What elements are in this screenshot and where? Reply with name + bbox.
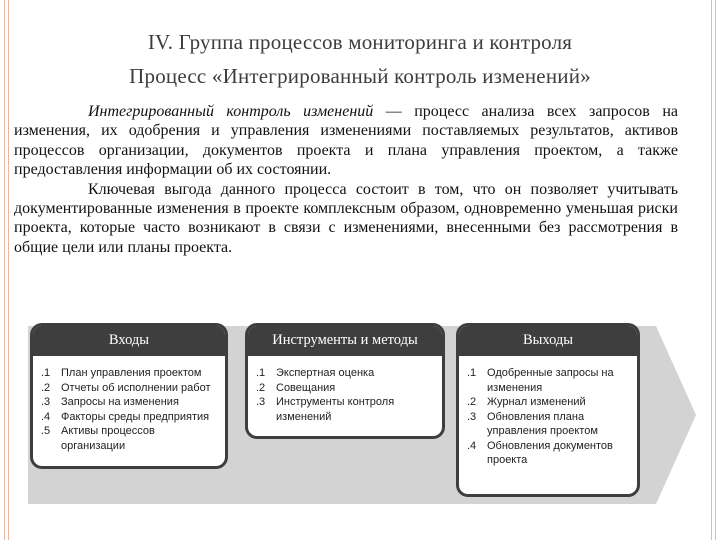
outputs-header: Выходы — [459, 326, 637, 356]
item-number: .3 — [41, 396, 51, 408]
outputs-list — [459, 356, 637, 468]
inputs-list-item — [41, 395, 217, 410]
item-text: Журнал изменений — [487, 396, 586, 408]
item-number: .1 — [41, 367, 51, 379]
item-text: Активы процессов организации — [61, 425, 155, 452]
item-number: .1 — [256, 367, 266, 379]
item-text: Отчеты об исполнении работ — [61, 381, 211, 394]
item-text: Запросы на изменения — [61, 396, 179, 408]
outputs-list-item — [467, 366, 629, 395]
outputs-list-item — [467, 439, 629, 468]
item-number: .5 — [41, 425, 51, 437]
inputs-box — [30, 323, 228, 469]
inputs-list-item — [41, 424, 217, 453]
tools-list-item — [256, 366, 434, 381]
item-text: Совещания — [276, 381, 336, 394]
item-text: Обновления документов проекта — [487, 439, 613, 466]
slide-body — [14, 102, 678, 257]
inputs-header: Входы — [33, 326, 225, 356]
definition-text: — процесс анализа всех запросов на изменения, их одобрения и управления изменениями поставляемых результатов, активов процессов организации, документов проекта и плана управления проектом, а также предоставления информации об их состоянии. — [14, 103, 679, 179]
outputs-list-item — [467, 410, 629, 439]
outputs-box — [456, 323, 640, 497]
definition-paragraph — [14, 102, 678, 180]
tools-box — [245, 323, 445, 439]
item-number: .1 — [467, 367, 477, 379]
slide-subtitle: Процесс «Интегрированный контроль изменений» — [129, 64, 591, 88]
item-number: .3 — [467, 410, 477, 423]
item-number: .2 — [467, 396, 477, 408]
tools-list — [248, 356, 442, 424]
item-text: Экспертная оценка — [276, 367, 375, 379]
item-number: .4 — [41, 410, 51, 423]
item-text: Факторы среды предприятия — [61, 410, 210, 423]
term-definition: Интегрированный контроль изменений — [88, 103, 374, 120]
inputs-list — [33, 356, 225, 453]
item-number: .4 — [467, 439, 477, 452]
benefit-paragraph: Ключевая выгода данного процесса состоит в том, что он позволяет учитывать документированные изменения в проекте комплексным образом, одновременно уменьшая риски проекта, которые часто возникают в связи с изменениями, внесенными без рассмотрения в общие цели или планы проекта. — [14, 180, 678, 256]
item-number: .3 — [256, 396, 266, 408]
tools-list-item — [256, 395, 434, 424]
slide-title: IV. Группа процессов мониторинга и контроля — [147, 30, 573, 54]
tools-list-item — [256, 381, 434, 396]
item-number: .2 — [41, 381, 51, 394]
item-text: Инструменты контроля изменений — [276, 396, 395, 423]
item-number: .2 — [256, 381, 266, 394]
inputs-list-item — [41, 366, 217, 381]
item-text: Обновления плана управления проектом — [487, 410, 598, 437]
tools-header: Инструменты и методы — [248, 326, 442, 356]
item-text: Одобренные запросы на изменения — [487, 367, 614, 394]
item-text: План управления проектом — [61, 367, 202, 379]
inputs-list-item — [41, 381, 217, 396]
outputs-list-item — [467, 395, 629, 410]
inputs-list-item — [41, 410, 217, 425]
